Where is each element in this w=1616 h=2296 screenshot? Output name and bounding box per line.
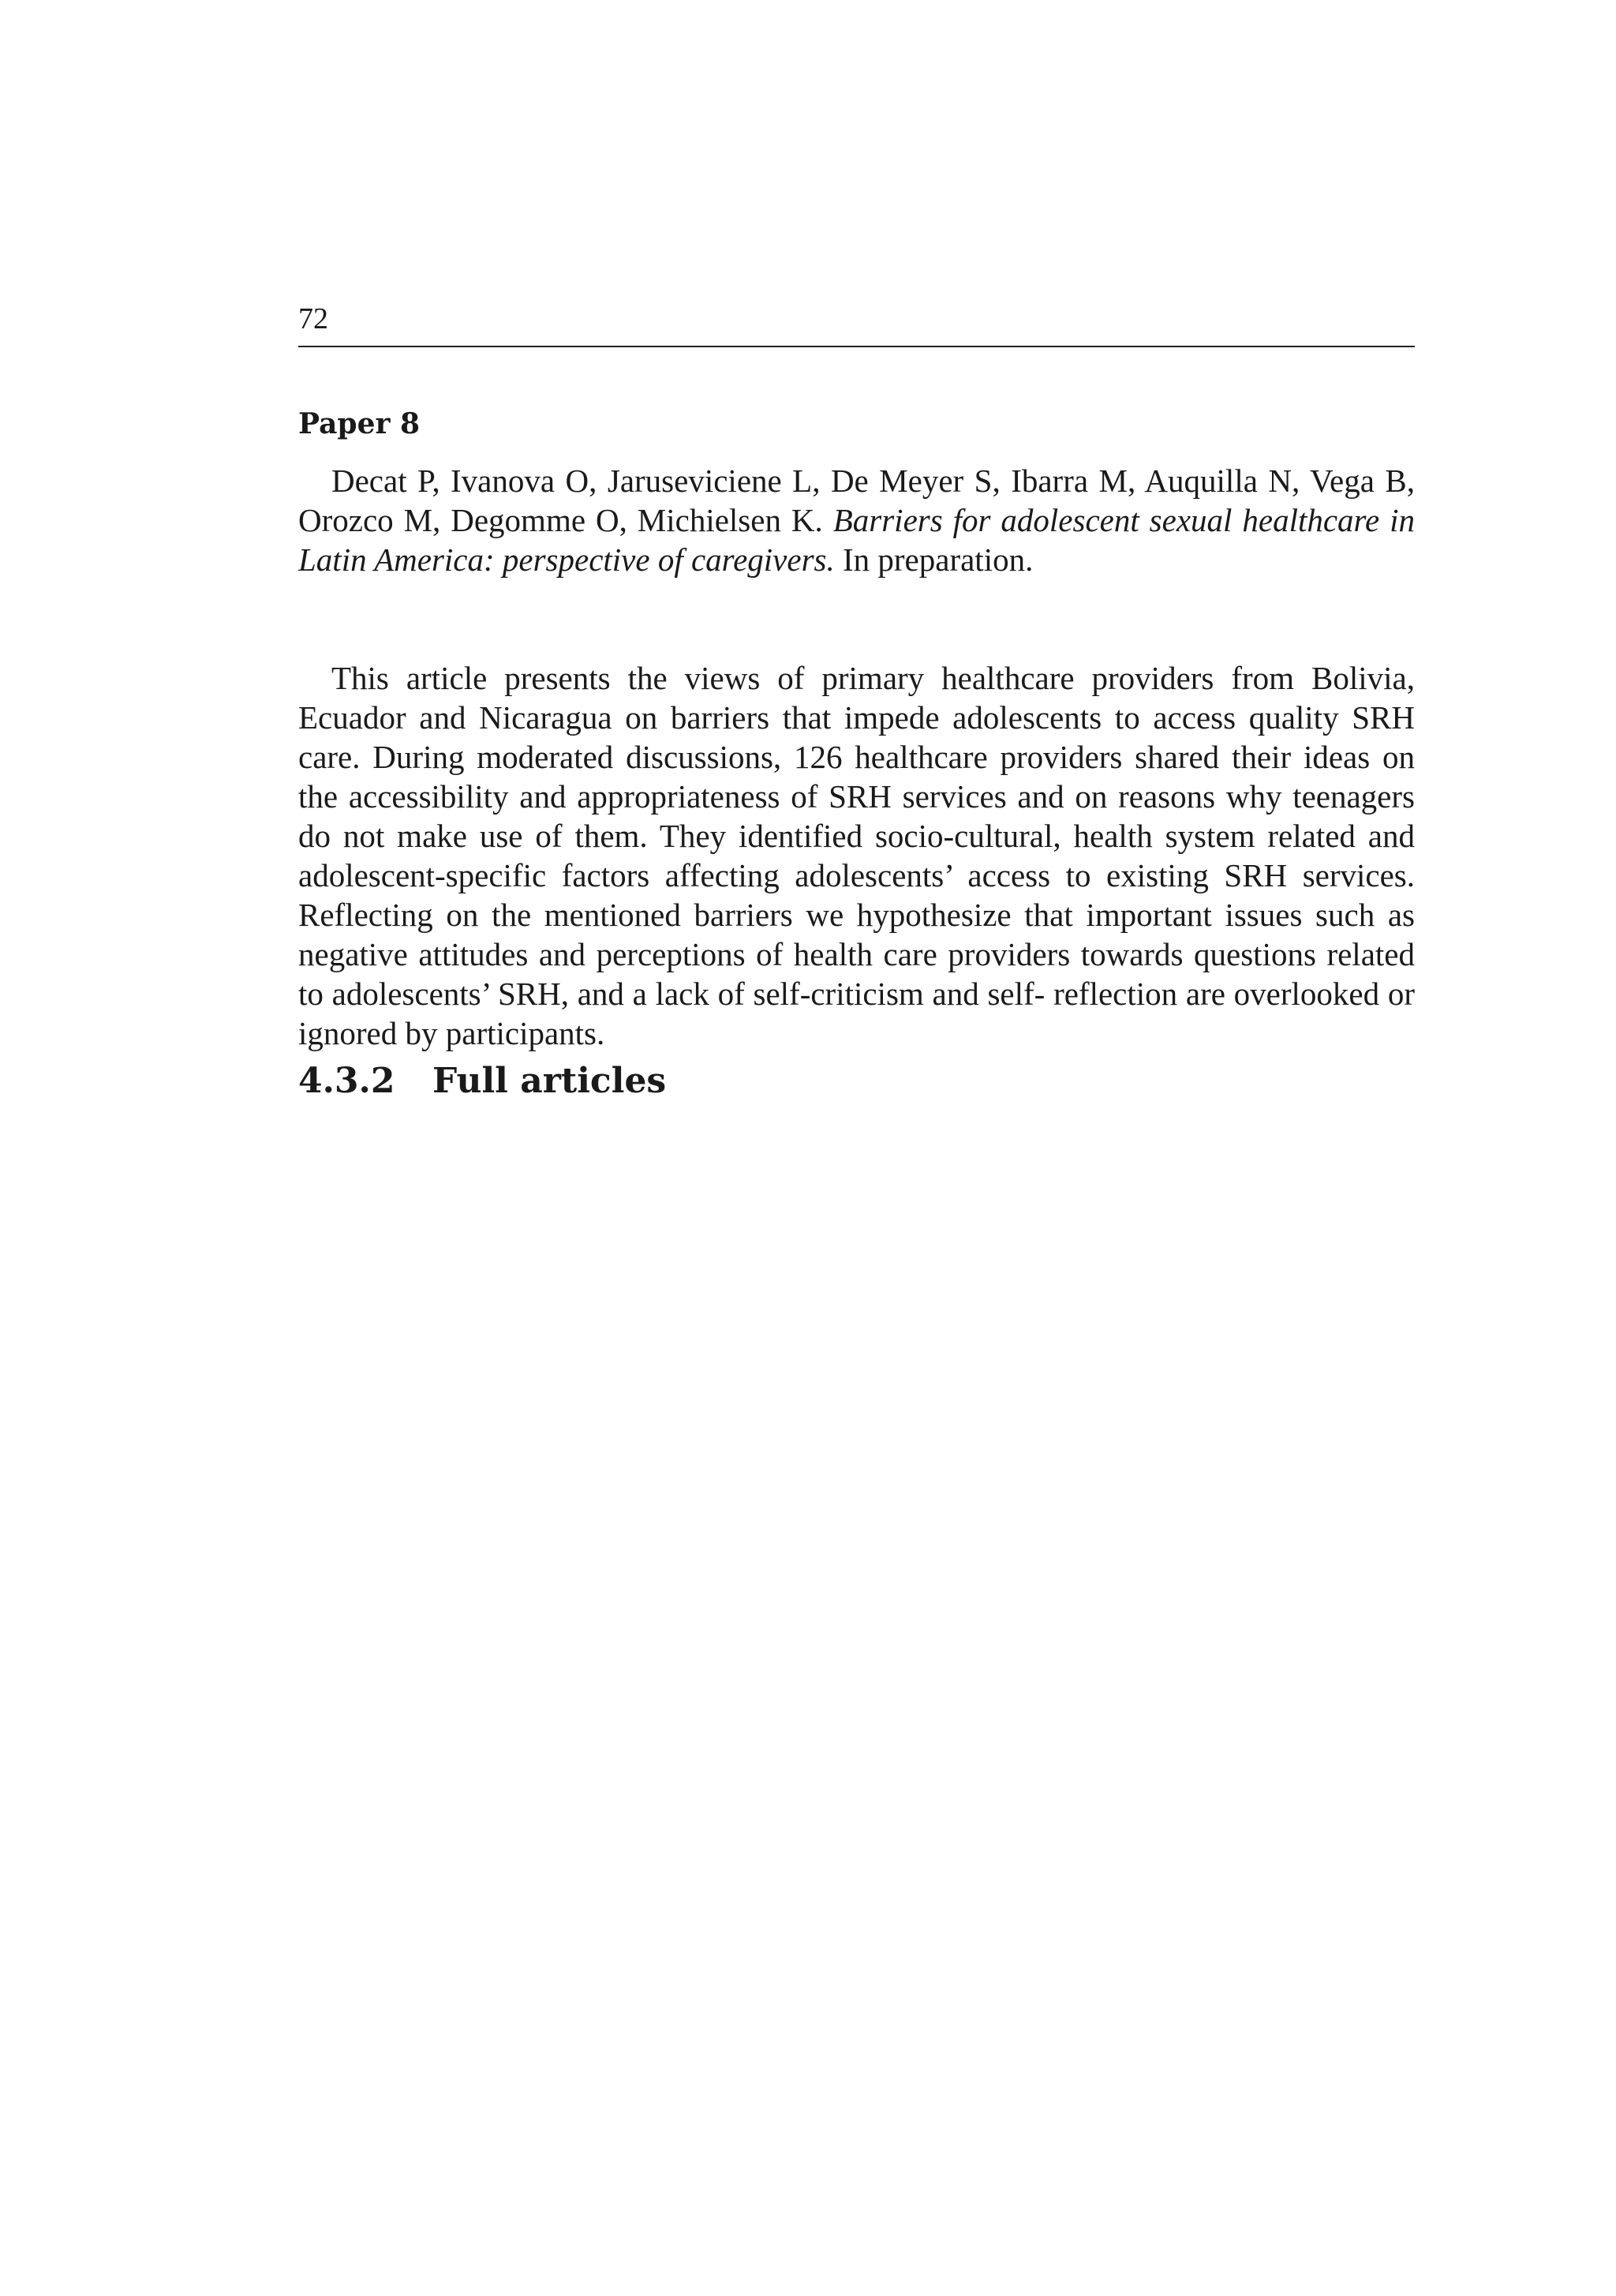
section-title: Full articles bbox=[432, 1061, 667, 1101]
citation-paragraph bbox=[298, 461, 1415, 579]
section-heading bbox=[298, 1058, 666, 1105]
citation-title: Barriers for adolescent sexual healthcare in Latin America: perspective of caregivers. bbox=[298, 502, 1416, 578]
citation-authors: Decat P, Ivanova O, Jaruseviciene L, De Meyer S, Ibarra M, Auquilla N, Vega B, Orozco M, Degomme O, Michielsen K. bbox=[298, 463, 1415, 538]
running-header bbox=[298, 302, 1415, 347]
page-number: 72 bbox=[298, 302, 328, 335]
abstract-paragraph: This article presents the views of primary healthcare providers from Bolivia, Ecuador and Nicaragua on barriers that impede adolescents to access quality SRH care. During moderated discussions, 126 healthcare providers shared their ideas on the accessibility and appropriateness of SRH services and on reasons why teenagers do not make use of them. They identified socio-cultural, health system related and adolescent-specific factors affecting adolescents’ access to existing SRH services. Reflecting on the mentioned barriers we hypothesize that important issues such as negative attitudes and perceptions of health care providers towards questions related to adolescents’ SRH, and a lack of self-criticism and self- reflection are overlooked or ignored by participants. bbox=[298, 660, 1415, 1051]
paper-heading: Paper 8 bbox=[298, 407, 421, 440]
section-number: 4.3.2 bbox=[298, 1061, 395, 1101]
citation-status: In preparation. bbox=[843, 541, 1034, 578]
